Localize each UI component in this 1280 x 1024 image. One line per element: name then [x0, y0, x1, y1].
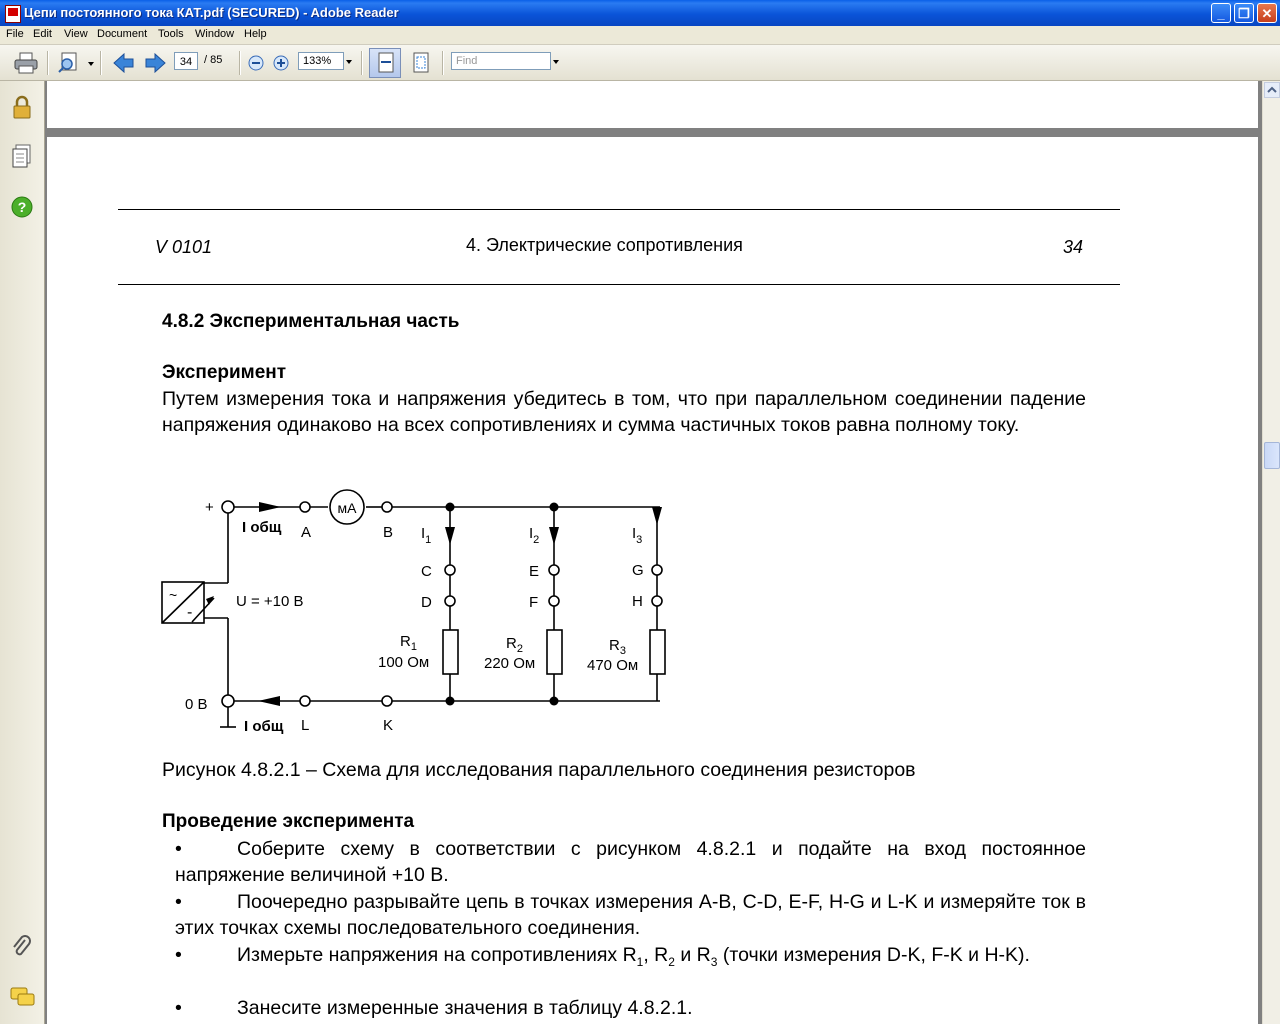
- section-title: 4.8.2 Экспериментальная часть: [162, 311, 460, 332]
- label-r2: $R_2$: [506, 635, 523, 655]
- label-point-f: F: [529, 594, 539, 611]
- point-c: [445, 565, 455, 575]
- list-item: [175, 890, 1086, 941]
- label-supply-minus: -: [187, 604, 193, 621]
- title-bar: [0, 0, 1280, 26]
- chevron-down-icon[interactable]: [553, 60, 559, 64]
- label-r1-value: 100 Ом: [378, 654, 430, 671]
- label-i1: $I_1$: [421, 525, 432, 546]
- label-point-g: G: [632, 562, 644, 579]
- resistor-r2: [547, 630, 562, 674]
- point-a: [300, 502, 310, 512]
- chevron-up-icon: [1265, 83, 1279, 97]
- zoom-select[interactable]: 133%: [298, 52, 344, 70]
- page-total: / 85: [204, 54, 223, 66]
- bullet-marker: •: [175, 997, 182, 1019]
- label-supply-tilde: ~: [169, 587, 178, 603]
- label-point-d: D: [421, 594, 432, 611]
- list-item: [175, 943, 1086, 976]
- chevron-down-icon[interactable]: [88, 62, 94, 66]
- label-i3: $I_3$: [632, 525, 643, 546]
- pages-icon[interactable]: [10, 144, 34, 170]
- current-arrow: [549, 527, 559, 545]
- header-page-number: 34: [1063, 237, 1084, 257]
- previous-page-icon[interactable]: [113, 53, 135, 73]
- terminal-plus: [222, 501, 234, 513]
- label-point-e: E: [529, 563, 540, 580]
- label-zero-volt: 0 В: [185, 696, 208, 713]
- label-i-total-bottom: I общ: [244, 718, 284, 735]
- label-point-k: K: [383, 717, 394, 734]
- point-f: [549, 596, 559, 606]
- minimize-button[interactable]: _: [1211, 3, 1231, 23]
- toolbar-separator: [100, 51, 102, 75]
- label-r2-value: 220 Ом: [484, 655, 536, 672]
- point-l: [300, 696, 310, 706]
- menu-window[interactable]: Window: [195, 28, 235, 40]
- help-icon[interactable]: [10, 195, 34, 219]
- window-title: Цепи постоянного тока КАТ.pdf (SECURED) - Adobe Reader: [24, 5, 399, 20]
- label-r3: $R_3$: [609, 637, 626, 657]
- fit-width-button[interactable]: [369, 48, 401, 78]
- menu-document[interactable]: Document: [97, 28, 148, 40]
- list-item: [175, 837, 1086, 888]
- menu-edit[interactable]: Edit: [33, 28, 52, 40]
- label-voltage: U = +10 В: [236, 593, 304, 610]
- experiment-heading: Эксперимент: [162, 362, 287, 383]
- current-arrow: [652, 507, 662, 525]
- label-r1: $R_1$: [400, 633, 417, 653]
- bullet-marker: •: [175, 838, 182, 860]
- comments-icon[interactable]: [10, 986, 36, 1008]
- list-item-text: Соберите схему в соответствии с рисунком 4.8.2.1 и подайте на вход постоянное напряжение величиной +10 В.: [175, 838, 1086, 886]
- experiment-text: Путем измерения тока и напряжения убедитесь в том, что при параллельном соединении падение напряжения одинаково на всех сопротивлениях и сумма частичных токов равна полному току.: [162, 388, 1086, 436]
- junction: [550, 697, 559, 706]
- point-b: [382, 502, 392, 512]
- adjust-arrow-head: [206, 596, 214, 605]
- label-i-total-top: I общ: [242, 519, 282, 536]
- terminal-zero: [222, 695, 234, 707]
- list-item-text: Поочередно разрывайте цепь в точках измерения A-B, C-D, E-F, H-G и L-K и измеряйте ток в этих точках схемы последовательного соединения.: [175, 891, 1086, 939]
- junction: [446, 697, 455, 706]
- menu-file[interactable]: File: [6, 28, 24, 40]
- label-i2: $I_2$: [529, 525, 540, 546]
- toolbar-separator: [361, 51, 363, 75]
- header-chapter: 4. Электрические сопротивления: [466, 235, 743, 255]
- toolbar-separator: [47, 51, 49, 75]
- pdf-page: [47, 137, 1258, 1024]
- point-g: [652, 565, 662, 575]
- label-point-h: H: [632, 593, 643, 610]
- fit-width-icon: [377, 52, 395, 74]
- point-h: [652, 596, 662, 606]
- bullet-marker: •: [175, 891, 182, 913]
- svg-text:?: ?: [17, 199, 27, 215]
- page-number-input[interactable]: 34: [174, 52, 198, 70]
- menu-tools[interactable]: Tools: [158, 28, 184, 40]
- maximize-button[interactable]: ❐: [1234, 3, 1254, 23]
- point-e: [549, 565, 559, 575]
- procedure-heading: Проведение эксперимента: [162, 811, 415, 832]
- navigation-panel: [0, 81, 45, 1024]
- current-arrow: [259, 502, 281, 512]
- close-button[interactable]: ✕: [1257, 3, 1277, 23]
- current-arrow: [445, 527, 455, 545]
- chevron-down-icon[interactable]: [346, 60, 352, 64]
- toolbar: [0, 45, 1280, 81]
- label-point-b: B: [383, 524, 394, 541]
- label-meter: мА: [337, 500, 357, 516]
- figure-caption: Рисунок 4.8.2.1 – Схема для исследования параллельного соединения резисторов: [162, 759, 916, 781]
- vertical-scrollbar[interactable]: [1262, 81, 1280, 1024]
- current-arrow: [258, 696, 280, 706]
- scroll-up-button[interactable]: [1264, 82, 1280, 98]
- list-item: [175, 996, 1086, 1022]
- find-input[interactable]: Find: [451, 52, 551, 70]
- menu-help[interactable]: Help: [244, 28, 267, 40]
- document-viewport[interactable]: [45, 81, 1262, 1024]
- list-item-text: Занесите измеренные значения в таблицу 4.8.2.1.: [237, 997, 693, 1019]
- zoom-out-icon[interactable]: [248, 55, 264, 71]
- previous-page: [47, 81, 1258, 128]
- resistor-r1: [443, 630, 458, 674]
- scroll-thumb[interactable]: [1264, 442, 1280, 469]
- next-page-icon[interactable]: [144, 53, 166, 73]
- toolbar-separator: [442, 51, 444, 75]
- label-point-a: A: [301, 524, 312, 541]
- adobe-reader-icon: [5, 5, 21, 23]
- lock-icon[interactable]: [10, 95, 34, 119]
- fit-page-icon[interactable]: [411, 52, 431, 74]
- label-plus: +: [205, 499, 214, 516]
- list-item-text: Измерьте напряжения на сопротивлениях $R_1$, $R_2$ и $R_3$ (точки измерения D-K, F-K и H-K).: [237, 944, 1030, 969]
- circuit-diagram: [47, 137, 747, 757]
- zoom-in-icon[interactable]: [273, 55, 289, 71]
- menu-view[interactable]: View: [64, 28, 88, 40]
- search-document-icon[interactable]: [57, 52, 85, 74]
- bullet-marker: •: [175, 944, 182, 966]
- junction: [446, 503, 455, 512]
- junction: [550, 503, 559, 512]
- label-point-l: L: [301, 717, 310, 734]
- toolbar-separator: [239, 51, 241, 75]
- attachment-icon[interactable]: [10, 935, 34, 959]
- print-icon[interactable]: [14, 52, 38, 74]
- label-point-c: C: [421, 563, 432, 580]
- resistor-r3: [650, 630, 665, 674]
- point-k: [382, 696, 392, 706]
- menu-bar: [0, 26, 1280, 45]
- header-doc-code: V 0101: [155, 237, 213, 257]
- point-d: [445, 596, 455, 606]
- label-r3-value: 470 Ом: [587, 657, 639, 674]
